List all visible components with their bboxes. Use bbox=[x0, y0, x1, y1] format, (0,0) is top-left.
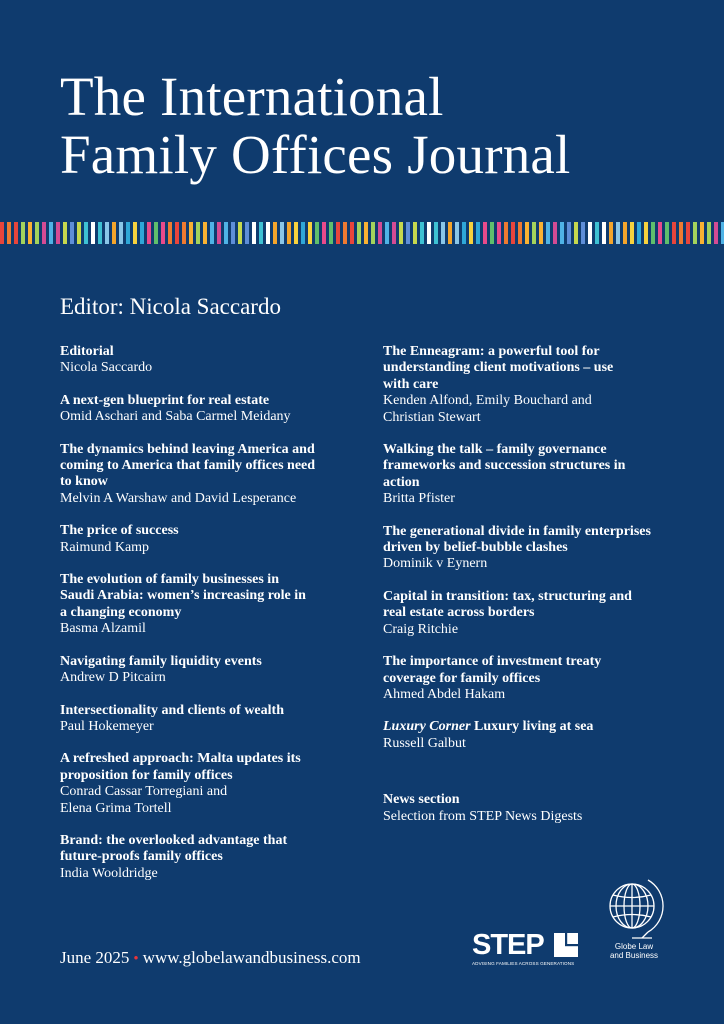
stripe-bar bbox=[7, 222, 11, 244]
article-authors: Nicola Saccardo bbox=[60, 360, 153, 376]
stripe-bar bbox=[252, 222, 256, 244]
stripe-bar bbox=[672, 222, 676, 244]
stripe-bar bbox=[21, 222, 25, 244]
journal-title-line-1: The International bbox=[60, 66, 444, 127]
stripe-bar bbox=[455, 222, 459, 244]
article-entry bbox=[60, 523, 380, 556]
editor-line: Editor: Nicola Saccardo bbox=[60, 294, 281, 319]
article-authors: Omid Aschari and Saba Carmel Meidany bbox=[60, 409, 291, 425]
news-section-subtitle: Selection from STEP News Digests bbox=[383, 808, 583, 824]
stripe-bar bbox=[322, 222, 326, 244]
article-authors: Paul Hokemeyer bbox=[60, 718, 154, 734]
article-title: The importance of investment treaty coverage for family offices bbox=[383, 654, 602, 686]
stripe-bar bbox=[448, 222, 452, 244]
publisher-url[interactable]: www.globelawandbusiness.com bbox=[142, 948, 361, 967]
stripe-bar bbox=[49, 222, 53, 244]
contents-left-column bbox=[60, 344, 380, 898]
stripe-bar bbox=[392, 222, 396, 244]
article-authors: Ahmed Abdel Hakam bbox=[383, 686, 506, 702]
stripe-bar bbox=[539, 222, 543, 244]
article-entry bbox=[60, 442, 322, 508]
stripe-bar bbox=[14, 222, 18, 244]
stripe-bar bbox=[0, 222, 4, 244]
stripe-bar bbox=[203, 222, 207, 244]
article-authors: Melvin A Warshaw and David Lesperance bbox=[60, 490, 297, 506]
stripe-bar bbox=[154, 222, 158, 244]
stripe-bar bbox=[280, 222, 284, 244]
stripe-bar bbox=[644, 222, 648, 244]
stripe-bar bbox=[273, 222, 277, 244]
journal-title bbox=[60, 68, 571, 184]
stripe-bar bbox=[161, 222, 165, 244]
stripe-bar bbox=[343, 222, 347, 244]
stripe-bar bbox=[637, 222, 641, 244]
article-authors: Andrew D Pitcairn bbox=[60, 670, 166, 686]
article-title: The Enneagram: a powerful tool for understanding client motivations – use with care bbox=[383, 344, 614, 392]
stripe-bar bbox=[574, 222, 578, 244]
stripe-bar bbox=[665, 222, 669, 244]
stripe-bar bbox=[168, 222, 172, 244]
article-title-section: Luxury Corner bbox=[383, 719, 471, 735]
stripe-bar bbox=[182, 222, 186, 244]
article-title: Brand: the overlooked advantage that future-proofs family offices bbox=[60, 832, 288, 865]
stripe-bar bbox=[238, 222, 242, 244]
article-authors: Basma Alzamil bbox=[60, 621, 146, 637]
stripe-bar bbox=[364, 222, 368, 244]
stripe-bar bbox=[567, 222, 571, 244]
stripe-bar bbox=[714, 222, 718, 244]
stripe-bar bbox=[371, 222, 375, 244]
stripe-bar bbox=[595, 222, 599, 244]
article-entry bbox=[60, 344, 380, 377]
stripe-bar bbox=[308, 222, 312, 244]
stripe-bar bbox=[630, 222, 634, 244]
article-entry bbox=[60, 703, 380, 736]
stripe-bar bbox=[609, 222, 613, 244]
stripe-bar bbox=[518, 222, 522, 244]
article-authors: Conrad Cassar Torregiani and Elena Grima Tortell bbox=[60, 784, 228, 816]
stripe-bar bbox=[616, 222, 620, 244]
stripe-bar bbox=[175, 222, 179, 244]
article-entry bbox=[383, 719, 703, 752]
contents-right-column bbox=[383, 344, 703, 841]
stripe-bar bbox=[546, 222, 550, 244]
article-title: The generational divide in family enterprises driven by belief-bubble clashes bbox=[383, 523, 651, 556]
stripe-bar bbox=[287, 222, 291, 244]
stripe-bar bbox=[651, 222, 655, 244]
stripe-bar bbox=[427, 222, 431, 244]
article-entry bbox=[383, 442, 638, 508]
article-entry bbox=[383, 654, 633, 703]
article-title-rest: Luxury living at sea bbox=[470, 719, 594, 735]
stripe-bar bbox=[189, 222, 193, 244]
globe-logo-line-2: and Business bbox=[609, 951, 659, 960]
stripe-bar bbox=[63, 222, 67, 244]
stripe-bar bbox=[553, 222, 557, 244]
article-title: The price of success bbox=[60, 523, 179, 539]
article-title: The dynamics behind leaving America and coming to America that family offices need to know bbox=[60, 441, 316, 490]
stripe-bar bbox=[385, 222, 389, 244]
stripe-bar bbox=[301, 222, 305, 244]
stripe-bar bbox=[560, 222, 564, 244]
article-entry bbox=[60, 393, 380, 426]
article-title: Editorial bbox=[60, 344, 114, 359]
stripe-bar bbox=[623, 222, 627, 244]
stripe-bar bbox=[336, 222, 340, 244]
journal-title-line-2: Family Offices Journal bbox=[60, 124, 571, 185]
article-authors: Britta Pfister bbox=[383, 491, 455, 507]
article-title: The evolution of family businesses in Saudi Arabia: women’s increasing role in a changing economy bbox=[60, 572, 306, 620]
step-logo bbox=[472, 930, 580, 968]
footer bbox=[60, 948, 361, 968]
stripe-bar bbox=[378, 222, 382, 244]
stripe-bar bbox=[693, 222, 697, 244]
article-entry bbox=[60, 654, 380, 687]
decorative-color-stripe bbox=[0, 222, 724, 244]
article-title: Intersectionality and clients of wealth bbox=[60, 702, 284, 718]
article-title: A refreshed approach: Malta updates its proposition for family offices bbox=[60, 751, 301, 783]
stripe-bar bbox=[441, 222, 445, 244]
article-title: Capital in transition: tax, structuring and real estate across borders bbox=[383, 588, 632, 621]
article-entry bbox=[60, 572, 310, 638]
stripe-bar bbox=[497, 222, 501, 244]
stripe-bar bbox=[70, 222, 74, 244]
article-entry bbox=[60, 751, 310, 817]
stripe-bar bbox=[119, 222, 123, 244]
stripe-bar bbox=[126, 222, 130, 244]
stripe-bar bbox=[231, 222, 235, 244]
stripe-bar bbox=[462, 222, 466, 244]
stripe-bar bbox=[35, 222, 39, 244]
stripe-bar bbox=[196, 222, 200, 244]
article-entry bbox=[383, 344, 623, 426]
stripe-bar bbox=[56, 222, 60, 244]
article-authors: India Wooldridge bbox=[60, 865, 158, 881]
stripe-bar bbox=[490, 222, 494, 244]
stripe-bar bbox=[399, 222, 403, 244]
footer-separator: • bbox=[133, 951, 139, 967]
stripe-bar bbox=[357, 222, 361, 244]
stripe-bar bbox=[84, 222, 88, 244]
article-authors: Raimund Kamp bbox=[60, 539, 150, 555]
globe-logo-text bbox=[604, 942, 664, 960]
article-authors: Dominik v Eynern bbox=[383, 556, 488, 572]
article-title: A next-gen blueprint for real estate bbox=[60, 392, 270, 408]
stripe-bar bbox=[469, 222, 473, 244]
article-title: Walking the talk – family governance frameworks and succession structures in action bbox=[383, 442, 626, 490]
stripe-bar bbox=[413, 222, 417, 244]
stripe-bar bbox=[525, 222, 529, 244]
stripe-bar bbox=[105, 222, 109, 244]
stripe-bar bbox=[329, 222, 333, 244]
stripe-bar bbox=[294, 222, 298, 244]
stripe-bar bbox=[511, 222, 515, 244]
article-authors: Russell Galbut bbox=[383, 735, 466, 751]
stripe-bar bbox=[217, 222, 221, 244]
news-section-title: News section bbox=[383, 792, 460, 808]
article-title: Navigating family liquidity events bbox=[60, 653, 262, 669]
stripe-bar bbox=[42, 222, 46, 244]
stripe-bar bbox=[602, 222, 606, 244]
step-tagline: ADVISING FAMILIES ACROSS GENERATIONS bbox=[472, 961, 575, 966]
stripe-bar bbox=[707, 222, 711, 244]
globe-logo-line-1: Globe Law bbox=[614, 942, 654, 951]
step-wordmark: STEP bbox=[472, 929, 544, 961]
stripe-bar bbox=[98, 222, 102, 244]
stripe-bar bbox=[700, 222, 704, 244]
stripe-bar bbox=[112, 222, 116, 244]
stripe-bar bbox=[581, 222, 585, 244]
stripe-bar bbox=[679, 222, 683, 244]
stripe-bar bbox=[420, 222, 424, 244]
stripe-bar bbox=[133, 222, 137, 244]
stripe-bar bbox=[245, 222, 249, 244]
stripe-bar bbox=[77, 222, 81, 244]
article-entry bbox=[60, 833, 290, 882]
stripe-bar bbox=[140, 222, 144, 244]
stripe-bar bbox=[686, 222, 690, 244]
step-mark-icon bbox=[554, 933, 578, 957]
article-entry bbox=[383, 524, 673, 573]
article-entry bbox=[383, 589, 638, 638]
news-section bbox=[383, 792, 703, 825]
stripe-bar bbox=[476, 222, 480, 244]
stripe-bar bbox=[406, 222, 410, 244]
stripe-bar bbox=[504, 222, 508, 244]
stripe-bar bbox=[147, 222, 151, 244]
article-authors: Kenden Alfond, Emily Bouchard and Christian Stewart bbox=[383, 393, 592, 425]
stripe-bar bbox=[266, 222, 270, 244]
stripe-bar bbox=[350, 222, 354, 244]
stripe-bar bbox=[315, 222, 319, 244]
issue-date: June 2025 bbox=[60, 948, 130, 967]
stripe-bar bbox=[588, 222, 592, 244]
stripe-bar bbox=[658, 222, 662, 244]
stripe-bar bbox=[224, 222, 228, 244]
stripe-bar bbox=[483, 222, 487, 244]
stripe-bar bbox=[434, 222, 438, 244]
stripe-bar bbox=[532, 222, 536, 244]
article-authors: Craig Ritchie bbox=[383, 621, 459, 637]
stripe-bar bbox=[210, 222, 214, 244]
stripe-bar bbox=[28, 222, 32, 244]
stripe-bar bbox=[259, 222, 263, 244]
article-title bbox=[383, 719, 703, 735]
stripe-bar bbox=[91, 222, 95, 244]
